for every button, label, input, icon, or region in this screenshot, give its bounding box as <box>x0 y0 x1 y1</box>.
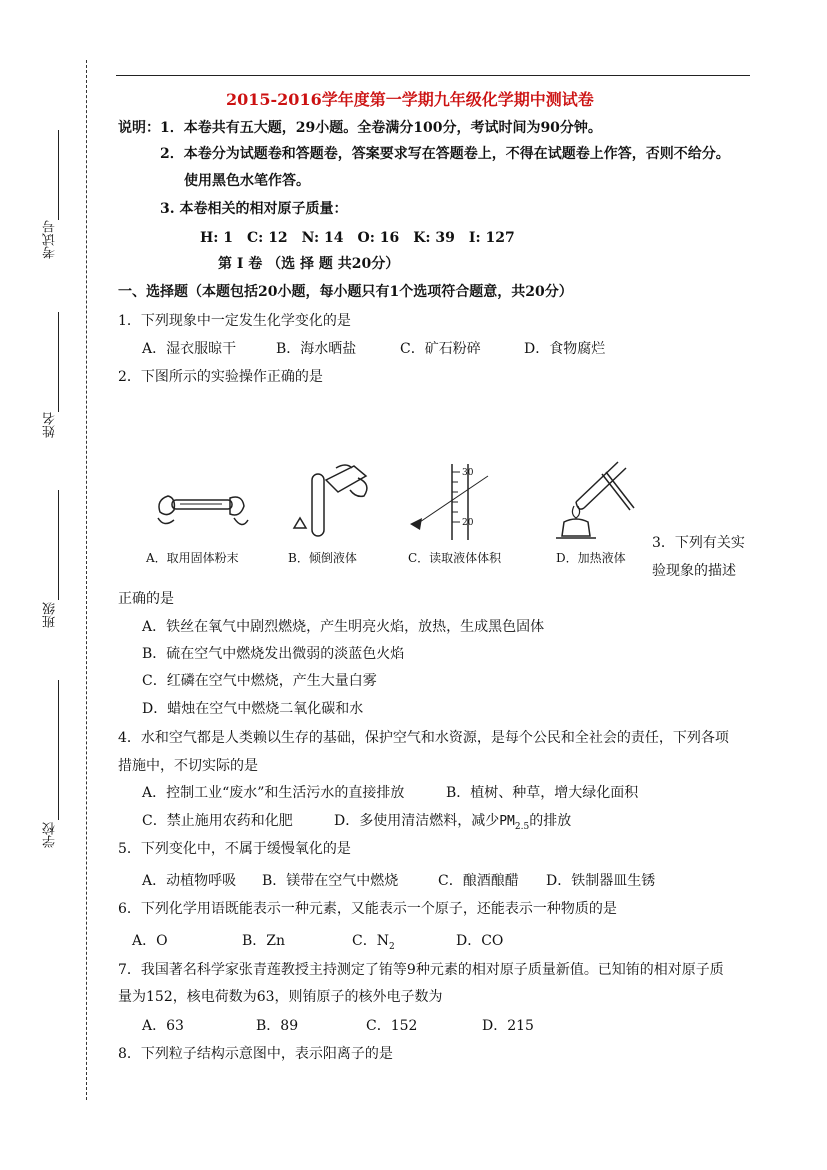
binding-dashed-line <box>86 60 87 1100</box>
q5-stem: 5．下列变化中，不属于缓慢氧化的是 <box>118 841 351 857</box>
atomic-masses: H: 1 C: 12 N: 14 O: 16 K: 39 I: 127 <box>200 230 515 246</box>
figure-a-caption: A．取用固体粉末 <box>146 551 239 565</box>
q5-option-a: A．动植物呼吸 <box>142 873 237 889</box>
figure-a-solid-powder <box>150 488 250 538</box>
note-1: 说明：1．本卷共有五大题，29小题。全卷满分100分，考试时间为90分钟。 <box>118 120 602 136</box>
note-2b: 使用黑色水笔作答。 <box>184 173 310 189</box>
q7-option-b: B．89 <box>256 1018 299 1034</box>
exam-no-underline <box>58 130 59 220</box>
q6-option-a: A．O <box>132 933 168 949</box>
q4-option-b: B．植树、种草，增大绿化面积 <box>446 785 639 801</box>
q1-option-b: B．海水晒盐 <box>276 341 357 357</box>
q3-stem-part1: 3．下列有关实 <box>652 535 745 551</box>
note-3: 3. 本卷相关的相对原子质量： <box>160 201 348 217</box>
q6-option-d: D．CO <box>456 933 504 949</box>
q5-option-d: D．铁制器皿生锈 <box>546 873 656 889</box>
q4-option-d-pm: PM <box>499 814 515 829</box>
q5-option-b: B．镁带在空气中燃烧 <box>262 873 399 889</box>
figure-c-scale-30: 30 <box>462 468 474 478</box>
q3-option-a: A．铁丝在氧气中剧烈燃烧，产生明亮火焰，放热，生成黑色固体 <box>142 619 545 635</box>
figure-c-scale-20: 20 <box>462 518 474 528</box>
q4-option-d-sub: 2.5 <box>514 821 530 832</box>
q4-option-c: C．禁止施用农药和化肥 <box>142 813 293 829</box>
exam-no-label: 考试号 <box>43 220 58 259</box>
top-rule <box>116 75 750 76</box>
figure-b-pouring-liquid <box>286 462 376 542</box>
figure-d-heating-liquid <box>540 456 636 544</box>
q3-option-d: D．蜡烛在空气中燃烧二氧化碳和水 <box>142 701 364 717</box>
q4-stem-line1: 4．水和空气都是人类赖以生存的基础，保护空气和水资源，是每个公民和全社会的责任，下列各项 <box>118 730 729 746</box>
q1-option-c: C．矿石粉碎 <box>400 341 481 357</box>
name-label: 姓名 <box>43 412 58 438</box>
q3-stem-part3: 正确的是 <box>118 591 174 607</box>
q3-option-c: C．红磷在空气中燃烧，产生大量白雾 <box>142 673 377 689</box>
q6-stem: 6．下列化学用语既能表示一种元素，又能表示一个原子，还能表示一种物质的是 <box>118 901 617 917</box>
q4-stem-line2: 措施中，不切实际的是 <box>118 758 258 774</box>
q6-option-b: B．Zn <box>242 933 286 949</box>
page-title: 2015-2016学年度第一学期九年级化学期中测试卷 <box>226 90 594 109</box>
q6-option-c <box>352 930 395 952</box>
q7-stem-line2: 量为152，核电荷数为63，则铕原子的核外电子数为 <box>118 989 443 1005</box>
figure-b-caption: B．倾倒液体 <box>288 551 357 565</box>
q5-option-c: C．酿酒酿醋 <box>438 873 519 889</box>
name-underline <box>58 312 59 412</box>
q1-stem: 1．下列现象中一定发生化学变化的是 <box>118 313 351 329</box>
q7-option-a: A．63 <box>142 1018 184 1034</box>
volume-heading: 第 I 卷 （选 择 题 共20分） <box>218 256 400 272</box>
q3-stem-part2: 验现象的描述 <box>652 563 736 579</box>
q4-option-d-pre: D．多使用清洁燃料，减少 <box>334 813 500 829</box>
figure-d-caption: D．加热液体 <box>556 551 626 565</box>
figure-c-caption: C．读取液体体积 <box>408 551 502 565</box>
q7-option-c: C．152 <box>366 1018 418 1034</box>
q1-option-d: D．食物腐烂 <box>524 341 606 357</box>
q1-option-a: A．湿衣服晾干 <box>142 341 237 357</box>
q6-option-c-sub: 2 <box>388 941 395 952</box>
q7-option-d: D．215 <box>482 1018 534 1034</box>
class-label: 班级 <box>43 602 58 628</box>
school-label: 学校 <box>43 822 58 848</box>
q7-stem-line1: 7．我国著名科学家张青莲教授主持测定了铕等9种元素的相对原子质量新值。已知铕的相对原子质 <box>118 962 724 978</box>
q4-option-d <box>334 810 571 832</box>
q2-stem: 2．下图所示的实验操作正确的是 <box>118 369 323 385</box>
q4-option-a: A．控制工业“废水”和生活污水的直接排放 <box>142 785 405 801</box>
q8-stem: 8．下列粒子结构示意图中，表示阳离子的是 <box>118 1046 393 1062</box>
q4-option-d-post: 的排放 <box>529 813 572 829</box>
q6-option-c-pre: C．N <box>352 933 389 949</box>
figure-c-reading-volume <box>404 460 504 542</box>
note-2a: 2．本卷分为试题卷和答题卷，答案要求写在答题卷上，不得在试题卷上作答，否则不给分。 <box>160 146 730 162</box>
section-1-heading: 一、选择题（本题包括20小题，每小题只有1个选项符合题意，共20分） <box>118 284 573 300</box>
q3-option-b: B．硫在空气中燃烧发出微弱的淡蓝色火焰 <box>142 646 405 662</box>
school-underline <box>58 680 59 820</box>
class-underline <box>58 490 59 600</box>
